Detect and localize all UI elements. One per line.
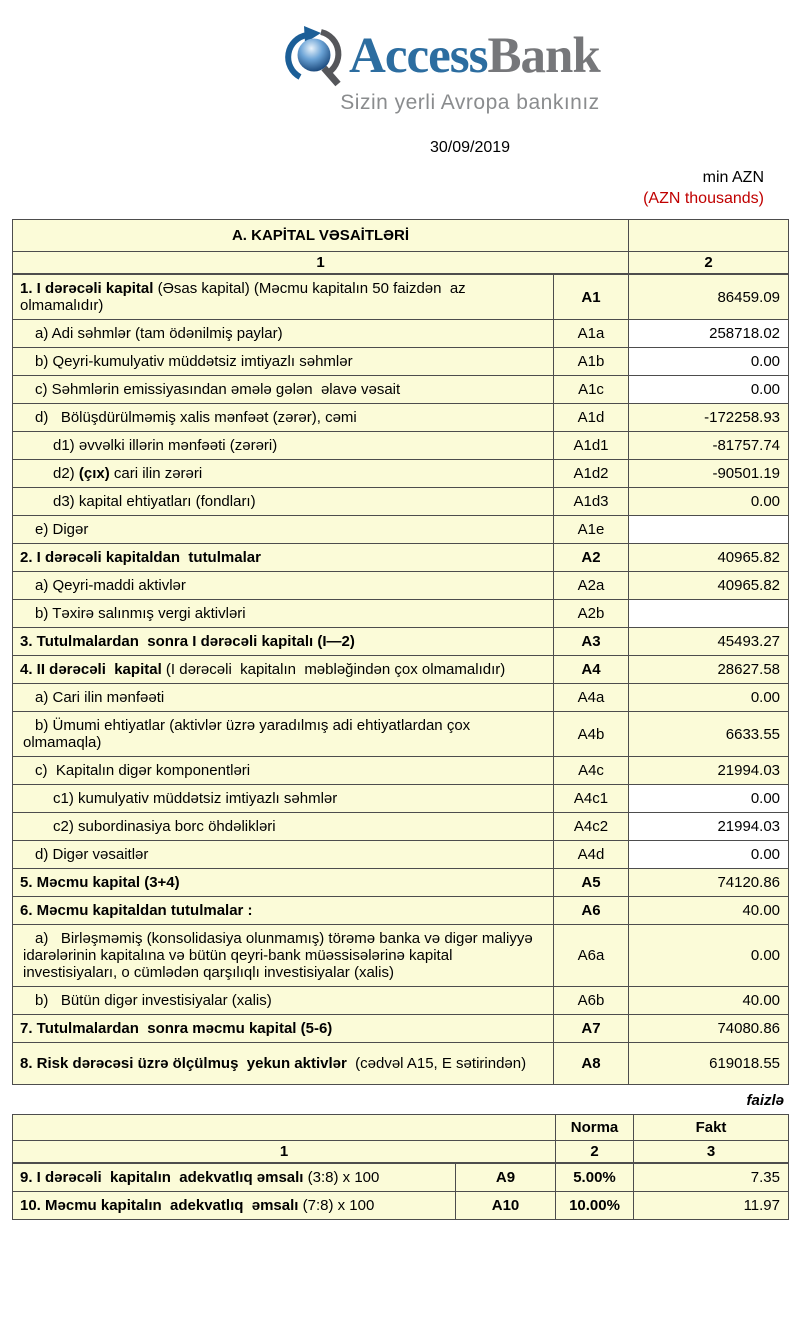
row-value: 40965.82	[629, 572, 789, 600]
row-code: A5	[554, 869, 629, 897]
capital-row-A5	[13, 869, 789, 897]
row-fakt: 7.35	[634, 1163, 789, 1192]
row-code: A6b	[554, 987, 629, 1015]
row-value: 45493.27	[629, 628, 789, 656]
ratio-row-A9	[13, 1163, 789, 1192]
row-code: A1d2	[554, 460, 629, 488]
row-value: 28627.58	[629, 656, 789, 684]
row-value	[629, 516, 789, 544]
row-label: 1. I dərəcəli kapital (Əsas kapital) (Məcmu kapitalın 50 faizdən az olmamalıdır)	[13, 274, 554, 320]
row-label: d) Digər vəsaitlər	[13, 841, 554, 869]
row-code: A1c	[554, 376, 629, 404]
capital-table-title-row	[13, 220, 789, 252]
row-code: A10	[456, 1192, 556, 1220]
capital-row-A1d3	[13, 488, 789, 516]
row-value: 6633.55	[629, 712, 789, 757]
row-label: a) Adi səhmlər (tam ödənilmiş paylar)	[13, 320, 554, 348]
row-label: 6. Məcmu kapitaldan tutulmalar :	[13, 897, 554, 925]
row-label: 9. I dərəcəli kapitalın adekvatlıq əmsalı (3:8) x 100	[13, 1163, 456, 1192]
row-label: b) Bütün digər investisiyalar (xalis)	[13, 987, 554, 1015]
row-value: 21994.03	[629, 757, 789, 785]
ratio-header-spacer	[13, 1115, 556, 1141]
capital-row-A4c	[13, 757, 789, 785]
capital-row-A3	[13, 628, 789, 656]
row-value: 0.00	[629, 376, 789, 404]
unit-note: (AZN thousands)	[643, 190, 764, 207]
capital-table	[12, 219, 789, 1085]
capital-row-A1c	[13, 376, 789, 404]
ratio-table-colnum-row	[13, 1141, 789, 1164]
row-value: 74080.86	[629, 1015, 789, 1043]
capital-row-A1	[13, 274, 789, 320]
row-code: A4c2	[554, 813, 629, 841]
row-value: 21994.03	[629, 813, 789, 841]
row-code: A1d3	[554, 488, 629, 516]
row-label: 5. Məcmu kapital (3+4)	[13, 869, 554, 897]
logo-text-bank: Bank	[487, 27, 600, 84]
units-block	[0, 167, 800, 209]
row-label: b) Təxirə salınmış vergi aktivləri	[13, 600, 554, 628]
capital-row-A1b	[13, 348, 789, 376]
accessbank-logo	[283, 24, 600, 88]
capital-row-A4c1	[13, 785, 789, 813]
logo-text-access: Access	[349, 27, 488, 84]
ratio-colnum-3: 3	[634, 1141, 789, 1164]
row-value: 619018.55	[629, 1043, 789, 1085]
capital-table-colnum-row	[13, 252, 789, 275]
row-value: -81757.74	[629, 432, 789, 460]
row-code: A8	[554, 1043, 629, 1085]
capital-row-A1a	[13, 320, 789, 348]
row-code: A2b	[554, 600, 629, 628]
ratio-row-A10	[13, 1192, 789, 1220]
row-fakt: 11.97	[634, 1192, 789, 1220]
ratio-table-header-row	[13, 1115, 789, 1141]
row-label: c1) kumulyativ müddətsiz imtiyazlı səhmlər	[13, 785, 554, 813]
report-date: 30/09/2019	[429, 139, 511, 156]
row-code: A1d	[554, 404, 629, 432]
row-label: 3. Tutulmalardan sonra I dərəcəli kapitalı (I—2)	[13, 628, 554, 656]
row-code: A3	[554, 628, 629, 656]
unit-label: min AZN	[702, 169, 764, 186]
ratio-colnum-1: 1	[13, 1141, 556, 1164]
row-label: 8. Risk dərəcəsi üzrə ölçülmuş yekun aktivlər (cədvəl A15, E sətirindən)	[13, 1043, 554, 1085]
capital-row-A4a	[13, 684, 789, 712]
row-code: A1e	[554, 516, 629, 544]
row-label: 7. Tutulmalardan sonra məcmu kapital (5-6)	[13, 1015, 554, 1043]
logo-wordmark	[349, 27, 600, 84]
capital-row-A4d	[13, 841, 789, 869]
ratio-header-fakt: Fakt	[634, 1115, 789, 1141]
row-value: 0.00	[629, 348, 789, 376]
capital-row-A6a	[13, 925, 789, 987]
row-label: c) Səhmlərin emissiyasından əmələ gələn əlavə vəsait	[13, 376, 554, 404]
capital-row-A4c2	[13, 813, 789, 841]
row-label: a) Birləşməmiş (konsolidasiya olunmamış) törəmə banka və digər maliyyə idarələrinin kapitalına və bütün qeyri-bank müəssisələrinə kapital investisiyaları, o cümlədən qarşılıqlı investisiyalar (xalis)	[13, 925, 554, 987]
row-value: 40.00	[629, 897, 789, 925]
capital-row-A1d1	[13, 432, 789, 460]
brand-tagline: Sizin yerli Avropa bankınız	[340, 91, 600, 114]
ratio-table	[12, 1114, 789, 1220]
capital-row-A6b	[13, 987, 789, 1015]
capital-row-A2	[13, 544, 789, 572]
row-label: d) Bölüşdürülməmiş xalis mənfəət (zərər), cəmi	[13, 404, 554, 432]
row-label: a) Qeyri-maddi aktivlər	[13, 572, 554, 600]
row-value: 0.00	[629, 841, 789, 869]
row-code: A4d	[554, 841, 629, 869]
capital-row-A1d	[13, 404, 789, 432]
globe-with-circular-arrows-icon	[283, 24, 345, 88]
capital-row-A1e	[13, 516, 789, 544]
row-label: 10. Məcmu kapitalın adekvatlıq əmsalı (7:8) x 100	[13, 1192, 456, 1220]
capital-table-title: A. KAPİTAL VƏSAİTLƏRİ	[13, 220, 629, 252]
row-norma: 5.00%	[556, 1163, 634, 1192]
row-code: A1	[554, 274, 629, 320]
capital-row-A4	[13, 656, 789, 684]
row-value: -172258.93	[629, 404, 789, 432]
row-code: A4	[554, 656, 629, 684]
capital-row-A7	[13, 1015, 789, 1043]
row-code: A4a	[554, 684, 629, 712]
row-code: A2a	[554, 572, 629, 600]
row-value: 40965.82	[629, 544, 789, 572]
capital-row-A1d2	[13, 460, 789, 488]
brand-header	[0, 0, 800, 115]
row-label: c2) subordinasiya borc öhdəlikləri	[13, 813, 554, 841]
row-value: 0.00	[629, 925, 789, 987]
capital-table-title-spacer	[629, 220, 789, 252]
row-code: A4c1	[554, 785, 629, 813]
row-code: A2	[554, 544, 629, 572]
row-value: 258718.02	[629, 320, 789, 348]
row-value: 86459.09	[629, 274, 789, 320]
row-value	[629, 600, 789, 628]
row-label: d2) (çıx) cari ilin zərəri	[13, 460, 554, 488]
row-label: b) Ümumi ehtiyatlar (aktivlər üzrə yaradılmış adi ehtiyatlardan çox olmamaqla)	[13, 712, 554, 757]
row-code: A9	[456, 1163, 556, 1192]
row-code: A6	[554, 897, 629, 925]
row-label: e) Digər	[13, 516, 554, 544]
row-label: b) Qeyri-kumulyativ müddətsiz imtiyazlı səhmlər	[13, 348, 554, 376]
row-label: 4. II dərəcəli kapital (I dərəcəli kapitalın məbləğindən çox olmamalıdır)	[13, 656, 554, 684]
row-value: 0.00	[629, 488, 789, 516]
row-value: -90501.19	[629, 460, 789, 488]
ratio-header-norma: Norma	[556, 1115, 634, 1141]
row-code: A1d1	[554, 432, 629, 460]
capital-row-A2a	[13, 572, 789, 600]
row-label: d3) kapital ehtiyatları (fondları)	[13, 488, 554, 516]
row-value: 40.00	[629, 987, 789, 1015]
row-value: 74120.86	[629, 869, 789, 897]
row-code: A6a	[554, 925, 629, 987]
row-value: 0.00	[629, 785, 789, 813]
capital-row-A6	[13, 897, 789, 925]
colnum-2: 2	[629, 252, 789, 275]
row-norma: 10.00%	[556, 1192, 634, 1220]
row-label: a) Cari ilin mənfəəti	[13, 684, 554, 712]
capital-row-A2b	[13, 600, 789, 628]
row-label: d1) əvvəlki illərin mənfəəti (zərəri)	[13, 432, 554, 460]
ratio-colnum-2: 2	[556, 1141, 634, 1164]
row-label: c) Kapitalın digər komponentləri	[13, 757, 554, 785]
row-code: A1b	[554, 348, 629, 376]
colnum-1: 1	[13, 252, 629, 275]
row-code: A4b	[554, 712, 629, 757]
row-code: A7	[554, 1015, 629, 1043]
row-code: A4c	[554, 757, 629, 785]
row-code: A1a	[554, 320, 629, 348]
row-value: 0.00	[629, 684, 789, 712]
capital-row-A8	[13, 1043, 789, 1085]
row-label: 2. I dərəcəli kapitaldan tutulmalar	[13, 544, 554, 572]
ratio-unit-note: faizlə	[746, 1092, 784, 1109]
capital-row-A4b	[13, 712, 789, 757]
